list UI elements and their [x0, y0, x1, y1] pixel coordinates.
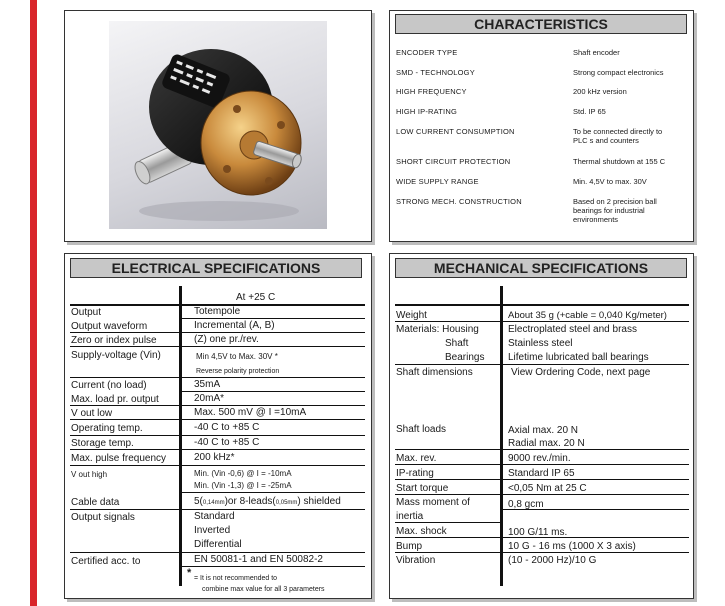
spec-value: Lifetime lubricated ball bearings [508, 352, 649, 363]
mechanical-specs-title: MECHANICAL SPECIFICATIONS [395, 258, 687, 278]
spec-value: (Z) one pr./rev. [194, 334, 259, 345]
characteristic-key: LOW CURRENT CONSUMPTION [396, 127, 515, 136]
spec-value: Axial max. 20 N [508, 425, 579, 436]
spec-value: Standard IP 65 [508, 468, 575, 479]
row-rule [70, 435, 180, 436]
electrical-specs-panel [64, 253, 372, 599]
spec-label: Bump [396, 541, 423, 552]
spec-label: Vibration [396, 555, 436, 566]
characteristic-key: HIGH FREQUENCY [396, 87, 467, 96]
spec-label: Max. load pr. output [71, 394, 159, 405]
spec-value: Max. 500 mV @ I =10mA [194, 407, 307, 418]
characteristic-value: Min. 4,5V to max. 30V [573, 177, 647, 186]
characteristic-value-line3: environments [573, 215, 619, 224]
spec-label: Output signals [71, 512, 135, 523]
spec-value: Standard [194, 511, 235, 522]
characteristics-title: CHARACTERISTICS [395, 14, 687, 34]
characteristic-key: WIDE SUPPLY RANGE [396, 177, 479, 186]
row-rule [70, 465, 180, 466]
characteristic-key: HIGH IP-RATING [396, 107, 457, 116]
spec-label: Max. rev. [396, 453, 437, 464]
row-rule [182, 465, 365, 466]
electrical-specs-title: ELECTRICAL SPECIFICATIONS [70, 258, 362, 278]
spec-value: Inverted [194, 525, 231, 536]
row-rule [182, 346, 365, 347]
row-rule [182, 435, 365, 436]
characteristic-value-line1: To be connected directly to [573, 127, 663, 136]
row-rule [182, 318, 365, 319]
column-divider [179, 286, 182, 586]
spec-label: IP-rating [396, 468, 434, 479]
spec-label: Max. pulse frequency [71, 453, 167, 464]
spec-label: Operating temp. [71, 423, 143, 434]
spec-label: Storage temp. [71, 438, 134, 449]
encoder-photo [109, 21, 327, 229]
footnote-asterisk: * [187, 567, 192, 579]
characteristic-value: Std. IP 65 [573, 107, 606, 116]
spec-label: Max. shock [396, 526, 447, 537]
spec-value: 10 G - 16 ms (1000 X 3 axis) [508, 541, 636, 552]
spec-value-note: Reverse polarity protection [196, 368, 280, 375]
cable-value-c: )or 8-leads( [224, 496, 276, 507]
cable-value-a: 5( [194, 496, 203, 507]
spec-label: Output waveform [71, 321, 148, 332]
row-rule [503, 364, 689, 365]
spec-label: Current (no load) [71, 380, 147, 391]
spec-value: Min 4,5V to Max. 30V * [196, 352, 278, 361]
spec-value: Incremental (A, B) [194, 320, 275, 331]
row-rule [395, 364, 501, 365]
spec-value: Electroplated steel and brass [508, 324, 637, 335]
spec-value: Radial max. 20 N [508, 438, 585, 449]
spec-label: V out low [71, 408, 113, 419]
cable-value-d: 0,05mm [275, 500, 298, 506]
row-rule [182, 332, 365, 333]
spec-value: (10 - 2000 Hz)/10 G [508, 555, 597, 566]
product-photo-panel [64, 10, 372, 242]
spec-value: Differential [194, 539, 242, 550]
spec-value: <0,05 Nm at 25 C [508, 483, 587, 494]
spec-label: inertia [396, 511, 424, 522]
spec-value: -40 C to +85 C [194, 422, 260, 433]
spec-value: 0,8 gcm [508, 499, 544, 510]
spec-value: EN 50081-1 and EN 50082-2 [194, 554, 323, 565]
spec-label: Materials: Housing [396, 324, 479, 335]
row-rule [182, 391, 365, 392]
spec-label: Start torque [396, 483, 449, 494]
row-rule [70, 552, 180, 553]
characteristic-key: STRONG MECH. CONSTRUCTION [396, 197, 522, 206]
characteristic-value-line1: Based on 2 precision ball [573, 197, 657, 206]
column-divider [500, 286, 503, 586]
spec-label: Shaft dimensions [396, 367, 473, 378]
spec-label: Mass moment of [396, 497, 470, 508]
characteristic-value-line2: bearings for industrial [573, 206, 645, 215]
spec-label: Shaft loads [396, 424, 447, 435]
spec-label: Shaft [445, 338, 469, 349]
spec-label: Supply-voltage (Vin) [71, 350, 161, 361]
characteristic-value: Strong compact electronics [573, 68, 664, 77]
characteristic-value: Thermal shutdown at 155 C [573, 157, 666, 166]
spec-label: Bearings [445, 352, 485, 363]
characteristic-value: 200 kHz version [573, 87, 627, 96]
encoder-illustration [109, 21, 327, 229]
row-rule [182, 509, 365, 510]
characteristic-key: SHORT CIRCUIT PROTECTION [396, 157, 511, 166]
cable-value-b: 0,14mm [202, 500, 225, 506]
spec-value: Min. (Vin -1,3) @ I = -25mA [194, 481, 292, 490]
row-rule [182, 405, 365, 406]
characteristic-value [573, 197, 691, 224]
spec-value: 200 kHz* [194, 452, 235, 463]
row-rule [182, 552, 365, 553]
spec-value: Stainless steel [508, 338, 573, 349]
characteristic-key: ENCODER TYPE [396, 48, 458, 57]
characteristic-value [573, 127, 691, 145]
cable-value-e: ) shielded [297, 496, 341, 507]
spec-label: Weight [396, 310, 427, 321]
characteristic-value: Shaft encoder [573, 48, 620, 57]
characteristic-key: SMD - TECHNOLOGY [396, 68, 475, 77]
spec-label: Certified acc. to [71, 556, 141, 567]
spec-label: V out high [71, 470, 108, 479]
footnote-line1: = It is not recommended to [194, 575, 278, 582]
row-rule [182, 566, 365, 567]
header-rule [395, 304, 689, 306]
row-rule [70, 377, 180, 378]
spec-value: -40 C to +85 C [194, 437, 260, 448]
spec-value: 100 G/11 ms. [508, 527, 568, 538]
spec-label: Output [71, 307, 102, 318]
spec-label: Cable data [71, 497, 120, 508]
characteristics-panel [389, 10, 694, 242]
row-rule [182, 492, 365, 493]
row-rule [182, 449, 365, 450]
row-rule [182, 419, 365, 420]
row-rule [70, 509, 180, 510]
spec-value: 9000 rev./min. [508, 453, 571, 464]
spec-value: Totempole [194, 306, 241, 317]
spec-value: Min. (Vin -0,6) @ I = -10mA [194, 469, 292, 478]
row-rule [395, 449, 501, 450]
characteristic-value-line2: PLC s and counters [573, 136, 639, 145]
cable-value [194, 496, 341, 509]
temperature-header: At +25 C [236, 292, 276, 303]
spec-value: 20mA* [194, 393, 225, 404]
left-accent-bar [30, 0, 37, 606]
spec-value: About 35 g (+cable = 0,040 Kg/meter) [508, 310, 667, 321]
spec-value: 35mA [194, 379, 221, 390]
spec-value: View Ordering Code, next page [511, 367, 651, 378]
footnote-line2: combine max value for all 3 parameters [202, 586, 325, 593]
mechanical-specs-panel [389, 253, 694, 599]
spec-label: Zero or index pulse [71, 335, 157, 346]
